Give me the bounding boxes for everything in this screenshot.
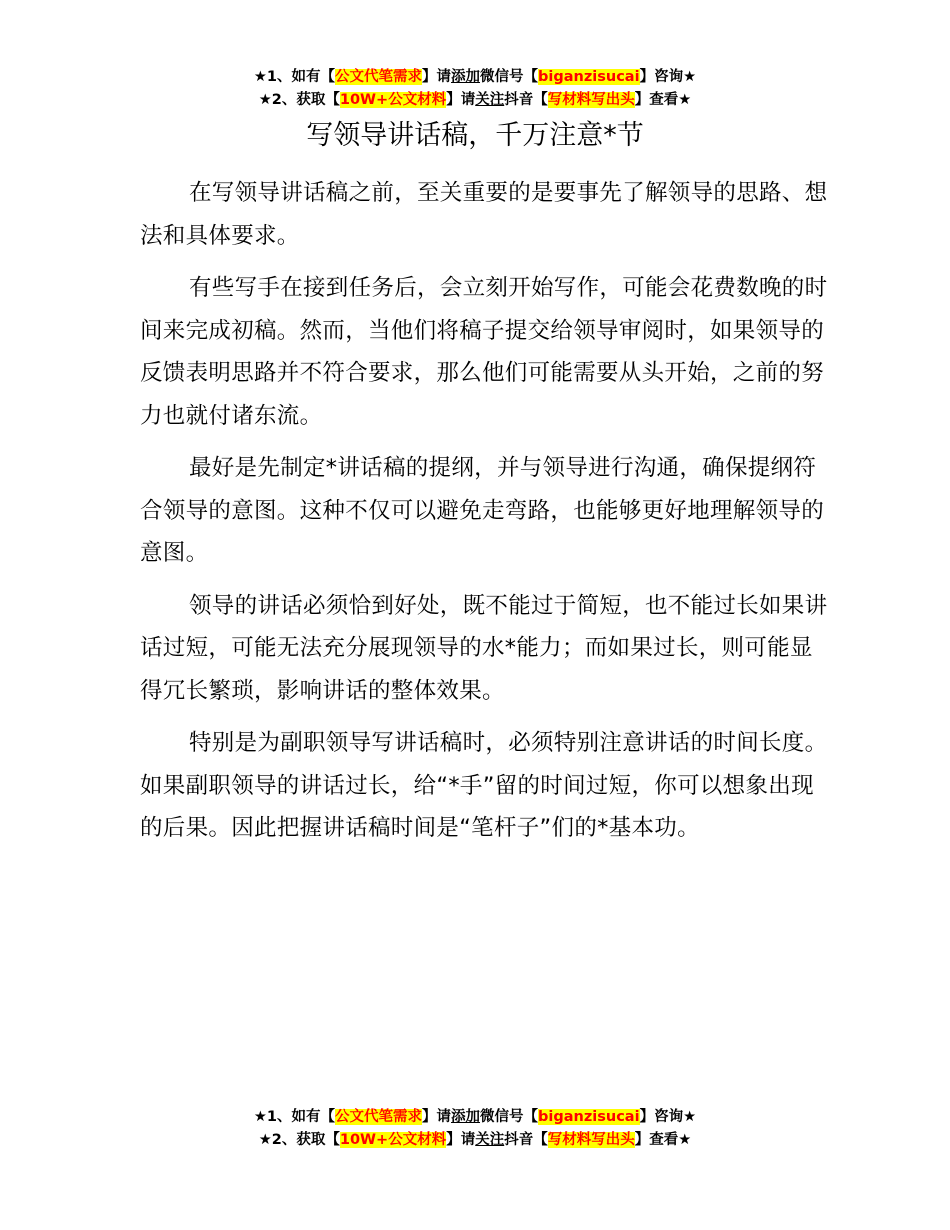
banner-text: ★2、获取【	[258, 92, 340, 108]
banner-text: 微信号【	[480, 69, 539, 85]
paragraph: 特别是为副职领导写讲话稿时，必须特别注意讲话的时间长度。如果副职领导的讲话过长，给“*手”留的时间过短，你可以想象出现的后果。因此把握讲话稿时间是“笔杆子”们的*基本功。	[140, 730, 828, 841]
banner-text: 】请	[446, 1132, 476, 1148]
banner-highlight: 写材料写出头	[547, 92, 635, 108]
banner-underlined-text: 关注	[475, 92, 505, 108]
banner-text: 】请	[446, 92, 476, 108]
banner-text: ★1、如有【	[253, 1109, 336, 1125]
banner-text: 微信号【	[480, 1109, 539, 1125]
banner-underlined-text: 关注	[475, 1132, 505, 1148]
banner-text: 】查看★	[634, 92, 692, 108]
paragraph: 在写领导讲话稿之前，至关重要的是要事先了解领导的思路、想法和具体要求。	[140, 180, 828, 249]
document-body	[140, 172, 830, 860]
banner-text: 】请	[422, 1109, 452, 1125]
banner-text: 抖音【	[504, 92, 548, 108]
paragraph: 最好是先制定*讲话稿的提纲，并与领导进行沟通，确保提纲符合领导的意图。这种不仅可以避免走弯路，也能够更好地理解领导的意图。	[140, 455, 825, 566]
banner-highlight: 写材料写出头	[547, 1132, 635, 1148]
banner-text: 】咨询★	[639, 69, 697, 85]
page-title: 写领导讲话稿，千万注意*节	[306, 120, 644, 151]
banner-highlight: 10W+公文材料	[339, 1132, 447, 1148]
banner-line-2	[0, 89, 950, 112]
footer-banner	[0, 1106, 950, 1152]
banner-underlined-text: 添加	[451, 1109, 481, 1125]
banner-line-1	[0, 1106, 950, 1129]
paragraph: 有些写手在接到任务后，会立刻开始写作，可能会花费数晚的时间来完成初稿。然而，当他们将稿子提交给领导审阅时，如果领导的反馈表明思路并不符合要求，那么他们可能需要从头开始，之前的努力也就付诸东流。	[140, 275, 828, 429]
paragraph: 领导的讲话必须恰到好处，既不能过于简短，也不能过长如果讲话过短，可能无法充分展现领导的水*能力；而如果过长，则可能显得冗长繁琐，影响讲话的整体效果。	[140, 592, 828, 704]
banner-highlight: 公文代笔需求	[335, 1109, 423, 1125]
banner-text: 】咨询★	[639, 1109, 697, 1125]
banner-text: ★2、获取【	[258, 1132, 340, 1148]
banner-highlight: biganzisucai	[538, 69, 640, 85]
banner-text: 】查看★	[634, 1132, 692, 1148]
banner-text: ★1、如有【	[253, 69, 336, 85]
banner-line-1	[0, 66, 950, 89]
banner-line-2	[0, 1129, 950, 1152]
banner-highlight: biganzisucai	[538, 1109, 640, 1125]
banner-underlined-text: 添加	[451, 69, 481, 85]
banner-highlight: 10W+公文材料	[339, 92, 447, 108]
header-banner	[0, 66, 950, 112]
banner-highlight: 公文代笔需求	[335, 69, 423, 85]
banner-text: 】请	[422, 69, 452, 85]
banner-text: 抖音【	[504, 1132, 548, 1148]
